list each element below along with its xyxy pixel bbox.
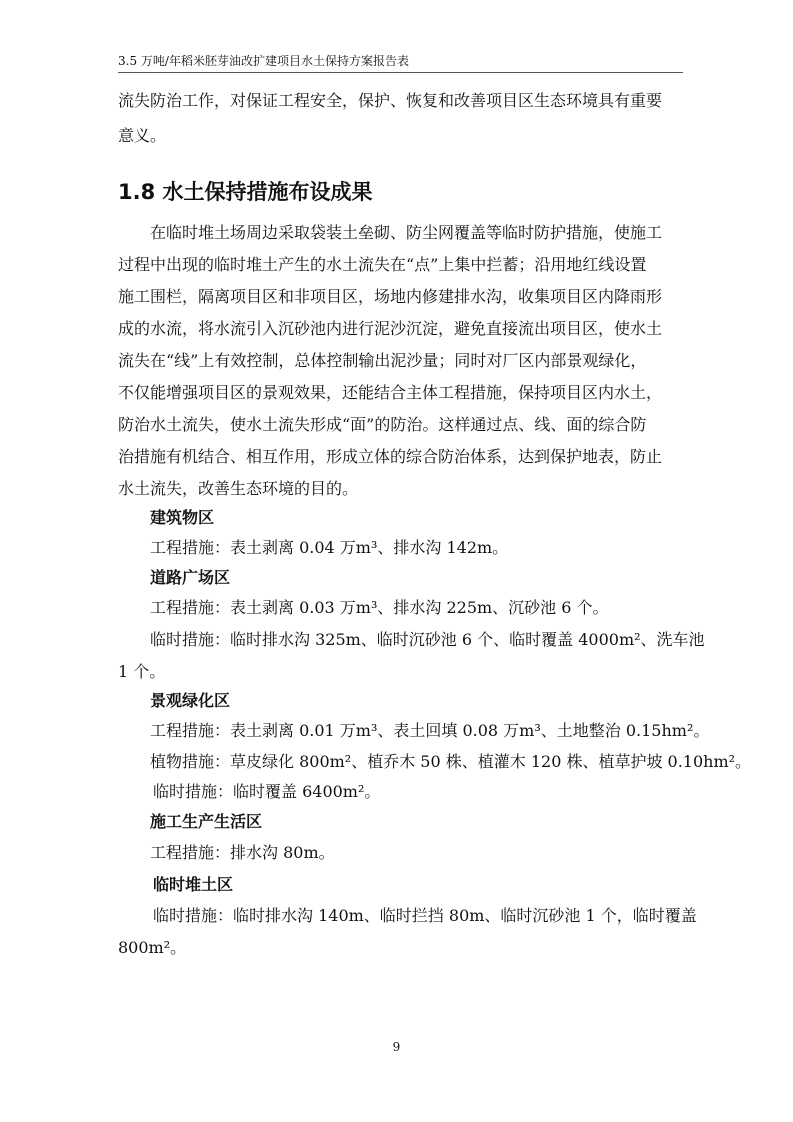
zone-line: 临时措施：临时排水沟 325m、临时沉砂池 6 个、临时覆盖 4000m²、洗车池 — [150, 630, 705, 649]
zone-line: 工程措施：表土剥离 0.01 万m³、表土回填 0.08 万m³、土地整治 0.15hm²。 — [150, 721, 710, 740]
zone-line: 工程措施：表土剥离 0.03 万m³、排水沟 225m、沉砂池 6 个。 — [150, 598, 609, 617]
body-line: 流失在“线”上有效控制，总体控制输出泥沙量；同时对厂区内部景观绿化， — [118, 351, 647, 370]
body-line: 不仅能增强项目区的景观效果，还能结合主体工程措施，保持项目区内水土， — [118, 383, 663, 402]
zone-title: 施工生产生活区 — [150, 812, 263, 831]
zone-title: 临时堆土区 — [153, 875, 234, 894]
running-header: 3.5 万吨/年稻米胚芽油改扩建项目水土保持方案报告表 — [118, 54, 409, 68]
zone-line: 植物措施：草皮绿化 800m²、植乔木 50 株、植灌木 120 株、植草护坡 0.10hm²。 — [150, 752, 752, 771]
page-number: 9 — [392, 1040, 401, 1054]
body-line: 治措施有机结合、相互作用，形成立体的综合防治体系，达到保护地表，防止 — [118, 447, 663, 466]
zone-line: 临时措施：临时排水沟 140m、临时拦挡 80m、临时沉砂池 1 个，临时覆盖 — [153, 906, 697, 925]
body-line: 流失防治工作，对保证工程安全，保护、恢复和改善项目区生态环境具有重要 — [118, 91, 663, 110]
body-line: 水土流失，改善生态环境的目的。 — [118, 479, 359, 498]
zone-line: 800m²。 — [118, 938, 187, 957]
zone-line: 临时措施：临时覆盖 6400m²。 — [153, 782, 381, 801]
body-line: 在临时堆土场周边采取袋装土垒砌、防尘网覆盖等临时防护措施，使施工 — [150, 223, 663, 242]
body-line: 施工围栏，隔离项目区和非项目区，场地内修建排水沟，收集项目区内降雨形 — [118, 287, 663, 306]
zone-title: 道路广场区 — [150, 568, 231, 587]
body-line: 成的水流，将水流引入沉砂池内进行泥沙沉淀，避免直接流出项目区，使水土 — [118, 319, 663, 338]
zone-title: 景观绿化区 — [150, 691, 231, 710]
zone-line: 工程措施：表土剥离 0.04 万m³、排水沟 142m。 — [150, 538, 509, 557]
section-heading: 1.8 水土保持措施布设成果 — [118, 180, 373, 204]
zone-title: 建筑物区 — [150, 508, 215, 527]
body-line: 意义。 — [118, 126, 167, 145]
zone-line: 工程措施：排水沟 80m。 — [150, 843, 335, 862]
zone-line: 1 个。 — [118, 662, 166, 681]
header-rule — [118, 72, 683, 73]
body-line: 过程中出现的临时堆土产生的水土流失在“点”上集中拦蓄；沿用地红线设置 — [118, 255, 647, 274]
body-line: 防治水土流失，使水土流失形成“面”的防治。这样通过点、线、面的综合防 — [118, 415, 647, 434]
